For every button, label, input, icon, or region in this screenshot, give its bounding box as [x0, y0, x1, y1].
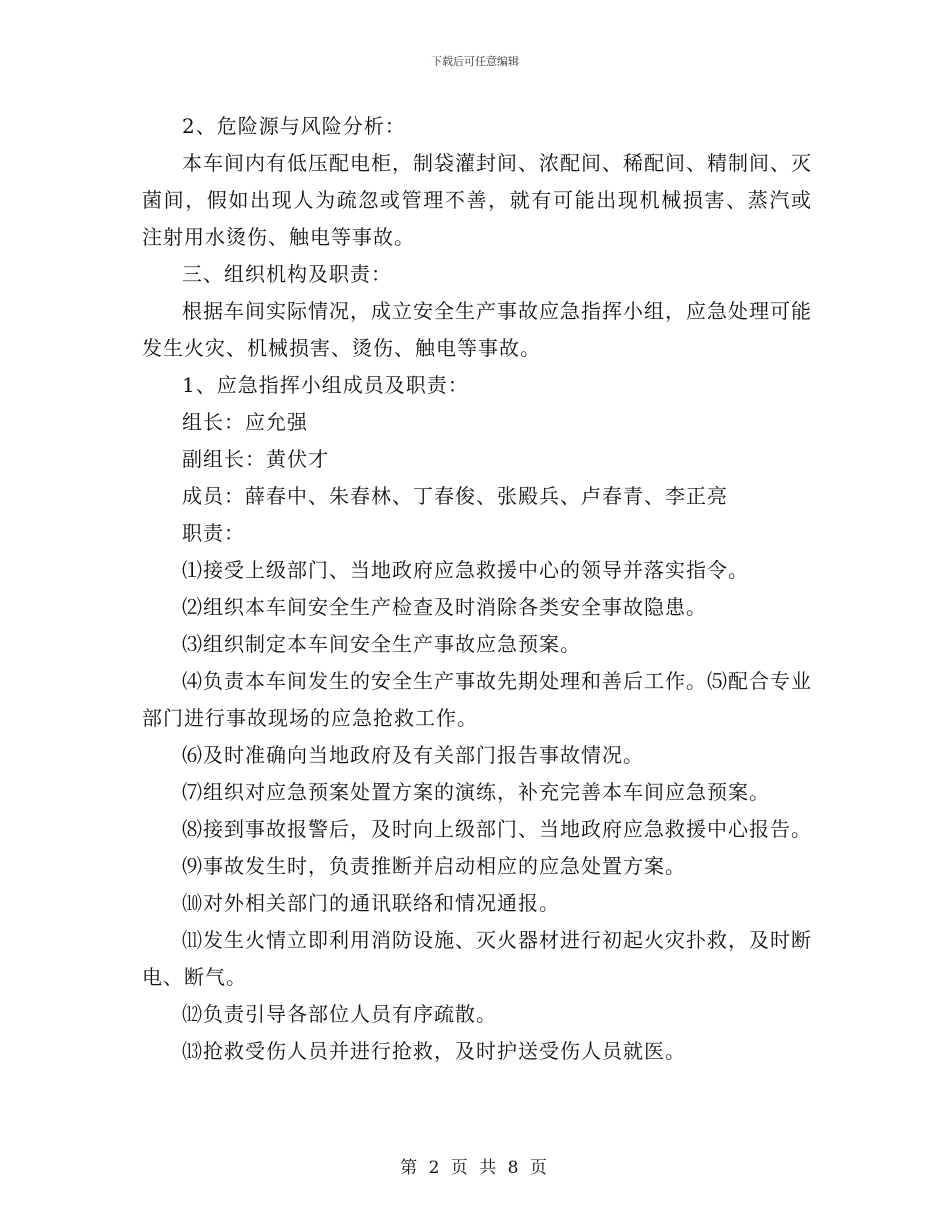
team-members: 成员：薛春中、朱春林、丁春俊、张殿兵、卢春青、李正亮: [182, 484, 728, 508]
duty-item: ⑼事故发生时，负责推断并启动相应的应急处置方案。: [182, 854, 686, 878]
paragraph-organization-description: 根据车间实际情况，成立安全生产事故应急指挥小组，应急处理可能发生火灾、机械损害、烫伤、触电等事故。: [142, 299, 812, 360]
duty-item: ⑻接到事故报警后，及时向上级部门、当地政府应急救援中心报告。: [182, 817, 812, 841]
deputy-team-leader: 副组长：黄伏才: [182, 447, 329, 471]
team-leader: 组长：应允强: [182, 410, 308, 434]
duty-item: ⑽对外相关部门的通讯联络和情况通报。: [182, 891, 560, 915]
section-heading-members: 1、应急指挥小组成员及职责：: [182, 373, 469, 397]
duty-item: ⑾发生火情立即利用消防设施、灭火器材进行初起火灾扑救，及时断电、断气。: [142, 928, 812, 989]
section-heading-organization: 三、组织机构及职责：: [182, 262, 392, 286]
duty-item: ⑺组织对应急预案处置方案的演练，补充完善本车间应急预案。: [182, 780, 770, 804]
duty-item: ⑷负责本车间发生的安全生产事故先期处理和善后工作。⑸配合专业部门进行事故现场的应急抢救工作。: [142, 669, 812, 730]
duty-item: ⑵组织本车间安全生产检查及时消除各类安全事故隐患。: [182, 595, 707, 619]
duty-item: ⑿负责引导各部位人员有序疏散。: [182, 1002, 497, 1026]
duty-item: ⑹及时准确向当地政府及有关部门报告事故情况。: [182, 743, 644, 767]
duty-item: ⒀抢救受伤人员并进行抢救，及时护送受伤人员就医。: [182, 1039, 686, 1063]
page-header-note: 下载后可任意编辑: [431, 55, 519, 68]
page-number: 第 2 页 共 8 页: [400, 1158, 550, 1178]
paragraph-hazard-description: 本车间内有低压配电柜，制袋灌封间、浓配间、稀配间、精制间、灭菌间，假如出现人为疏忽或管理不善，就有可能出现机械损害、蒸汽或注射用水烫伤、触电等事故。: [142, 151, 812, 249]
section-heading-hazard: 2、危险源与风险分析：: [182, 114, 406, 138]
duty-item: ⑴接受上级部门、当地政府应急救援中心的领导并落实指令。: [182, 558, 749, 582]
duties-heading: 职责：: [182, 521, 245, 545]
duty-item: ⑶组织制定本车间安全生产事故应急预案。: [182, 632, 581, 656]
document-body: [142, 108, 812, 1070]
